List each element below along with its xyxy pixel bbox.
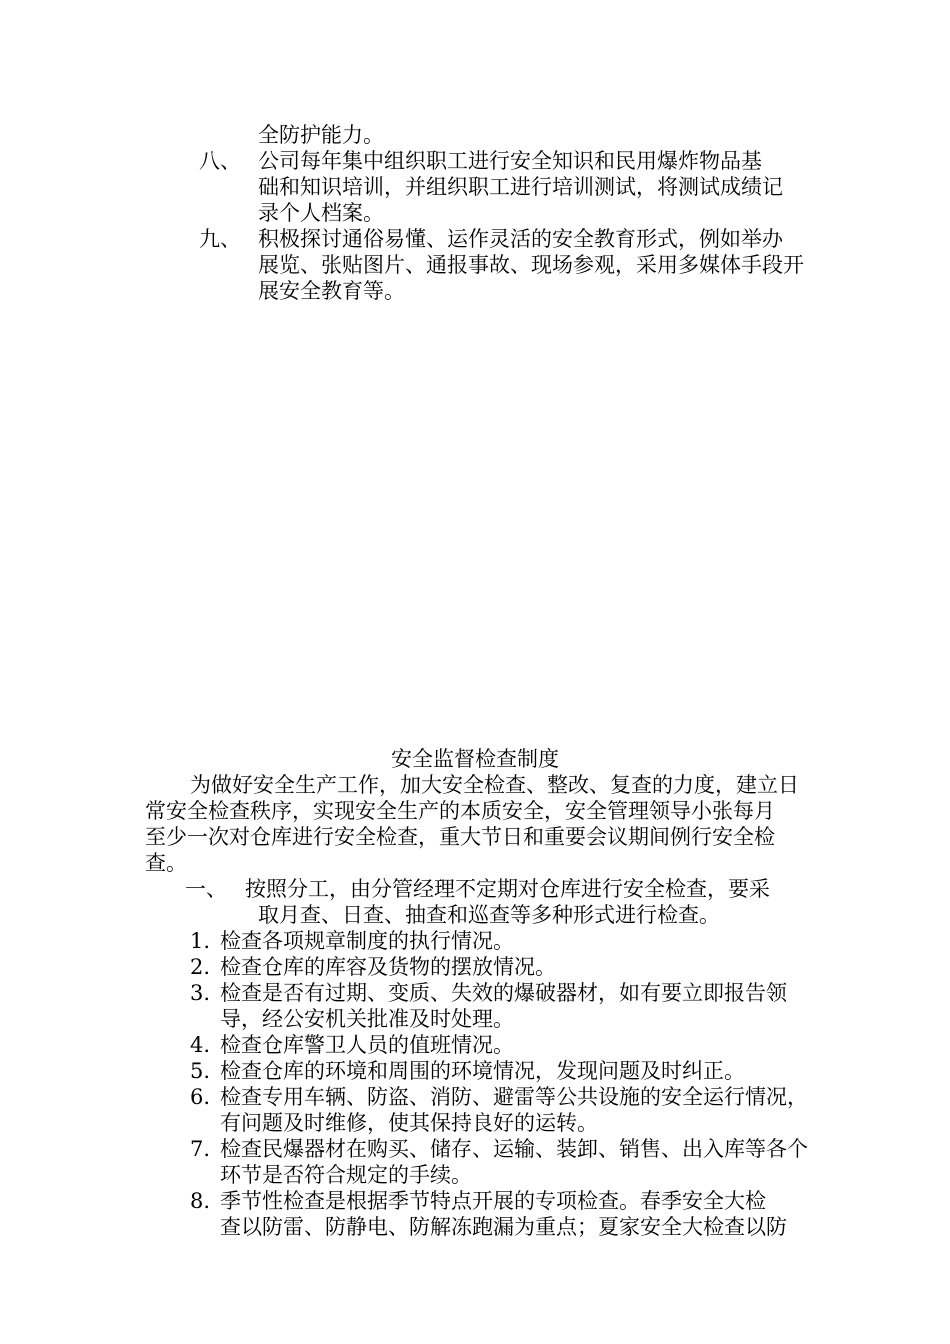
list-item-line: 录个人档案。 [258, 201, 384, 225]
numbered-marker: 1. [190, 929, 211, 953]
list-marker: 九、 [199, 227, 241, 251]
numbered-marker: 2. [190, 955, 211, 979]
paragraph-line: 为做好安全生产工作，加大安全检查、整改、复查的力度，建立日 [190, 773, 799, 797]
numbered-line: 检查专用车辆、防盗、消防、避雷等公共设施的安全运行情况， [220, 1085, 808, 1109]
numbered-line: 检查仓库的环境和周围的环境情况，发现问题及时纠正。 [220, 1059, 745, 1083]
numbered-marker: 7. [190, 1137, 211, 1161]
numbered-marker: 3. [190, 981, 211, 1005]
list-item-line: 按照分工，由分管经理不定期对仓库进行安全检查，要采 [245, 877, 770, 901]
numbered-line: 季节性检查是根据季节特点开展的专项检查。春季安全大检 [220, 1189, 766, 1213]
numbered-line: 检查是否有过期、变质、失效的爆破器材，如有要立即报告领 [220, 981, 787, 1005]
numbered-line: 查以防雷、防静电、防解冻跑漏为重点；夏家安全大检查以防 [220, 1215, 787, 1239]
list-item-line: 展安全教育等。 [258, 279, 405, 303]
list-marker: 八、 [199, 149, 241, 173]
numbered-marker: 4. [190, 1033, 211, 1057]
continuation-line: 全防护能力。 [258, 123, 384, 147]
numbered-line: 环节是否符合规定的手续。 [220, 1163, 472, 1187]
numbered-marker: 6. [190, 1085, 211, 1109]
list-item-line: 础和知识培训，并组织职工进行培训测试，将测试成绩记 [258, 175, 783, 199]
numbered-line: 导，经公安机关批准及时处理。 [220, 1007, 514, 1031]
list-item-line: 积极探讨通俗易懂、运作灵活的安全教育形式，例如举办 [258, 227, 783, 251]
list-item-line: 取月查、日查、抽查和巡查等多种形式进行检查。 [258, 903, 720, 927]
list-item-line: 公司每年集中组织职工进行安全知识和民用爆炸物品基 [258, 149, 762, 173]
numbered-line: 检查仓库警卫人员的值班情况。 [220, 1033, 514, 1057]
list-item-line: 展览、张贴图片、通报事故、现场参观，采用多媒体手段开 [258, 253, 804, 277]
numbered-line: 检查民爆器材在购买、储存、运输、装卸、销售、出入库等各个 [220, 1137, 808, 1161]
numbered-marker: 8. [190, 1189, 211, 1213]
paragraph-line: 查。 [145, 851, 187, 875]
paragraph-line: 常安全检查秩序，实现安全生产的本质安全，安全管理领导小张每月 [145, 799, 775, 823]
paragraph-line: 至少一次对仓库进行安全检查，重大节日和重要会议期间例行安全检 [145, 825, 775, 849]
numbered-marker: 5. [190, 1059, 211, 1083]
numbered-line: 有问题及时维修，使其保持良好的运转。 [220, 1111, 598, 1135]
numbered-line: 检查仓库的库容及货物的摆放情况。 [220, 955, 556, 979]
section-title: 安全监督检查制度 [391, 747, 559, 771]
numbered-line: 检查各项规章制度的执行情况。 [220, 929, 514, 953]
list-marker: 一、 [185, 877, 227, 901]
